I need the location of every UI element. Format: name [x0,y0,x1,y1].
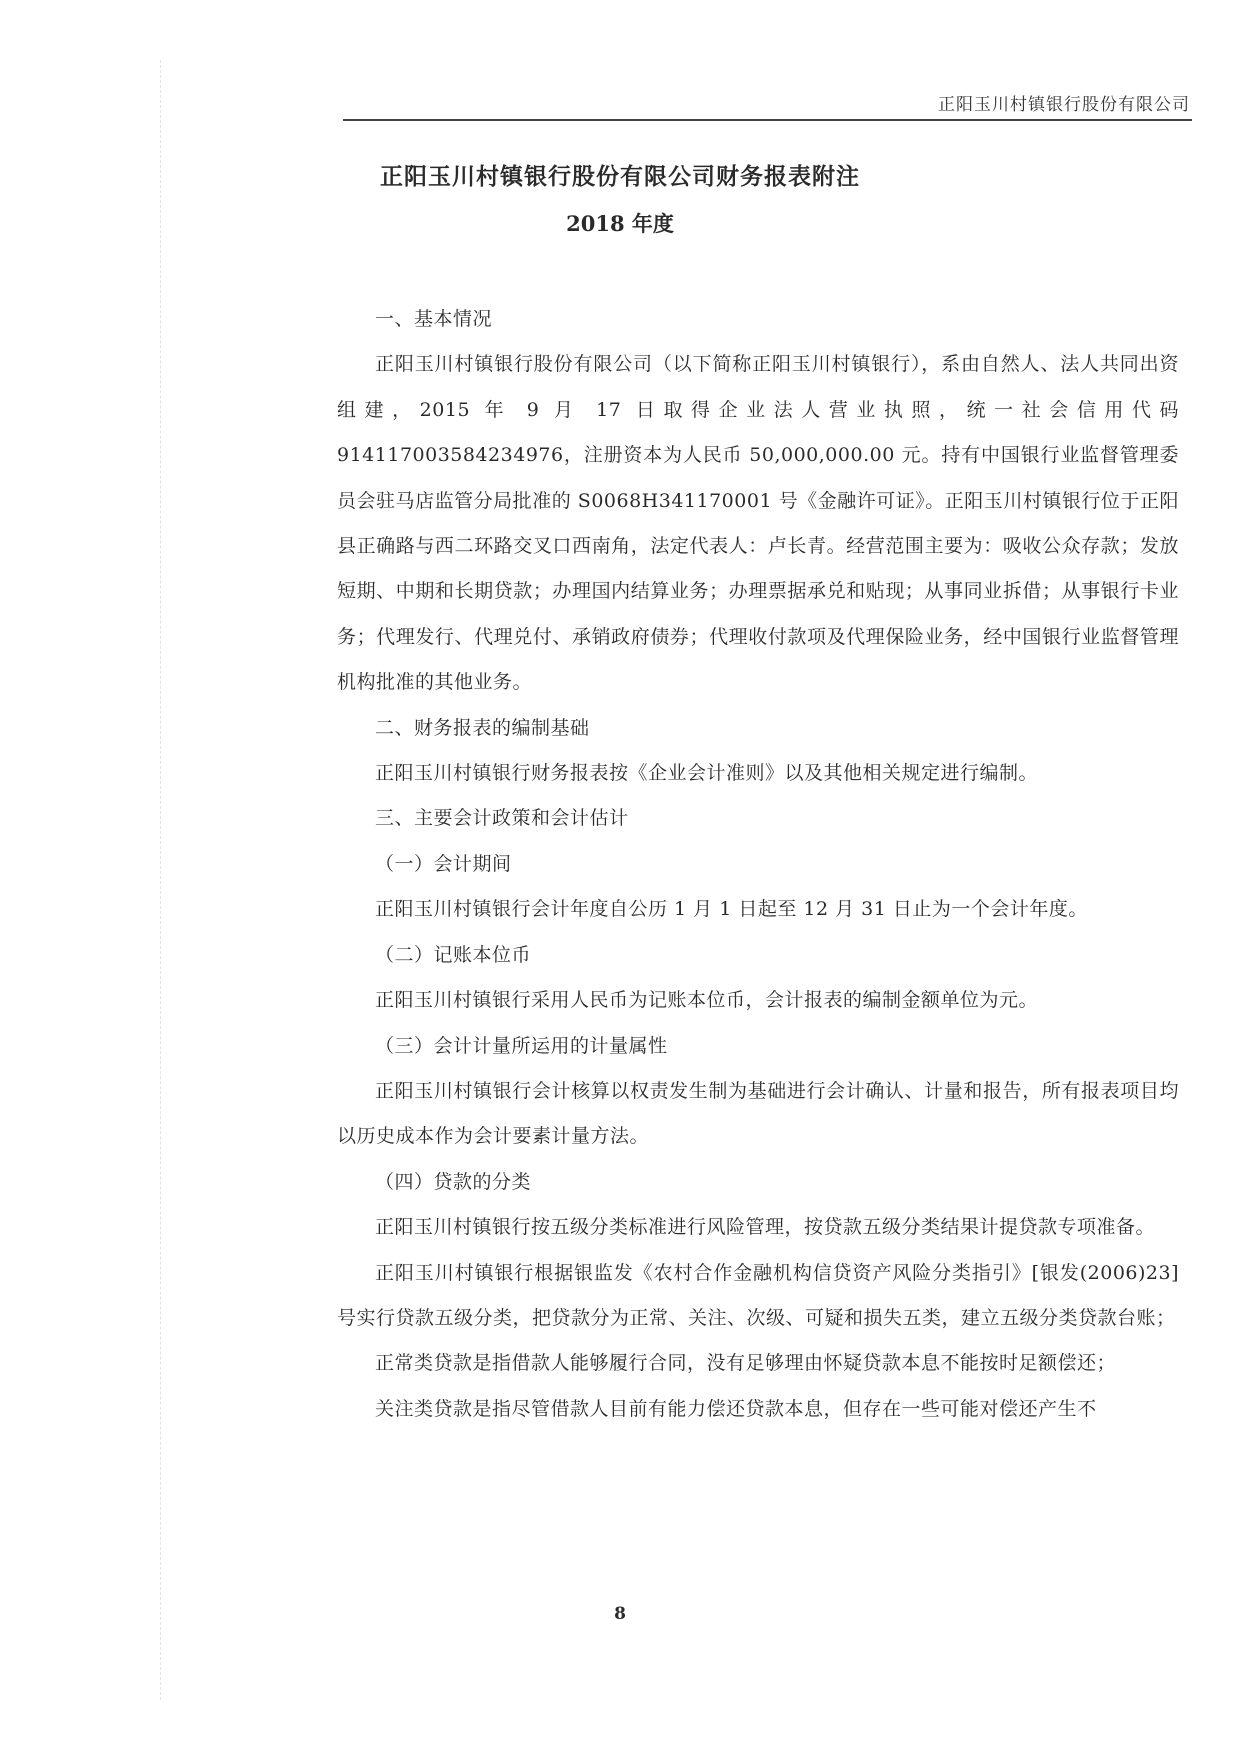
section-heading: 三、主要会计政策和会计估计 [375,807,629,830]
paragraph: 正阳玉川村镇银行根据银监发《农村合作金融机构信贷资产风险分类指引》[银发(2006)23]号实行贷款五级分类，把贷款分为正常、关注、次级、可疑和损失五类，建立五级分类贷款台账； [337,1261,1179,1329]
subsection-heading: （四）贷款的分类 [375,1170,532,1193]
document-title: 正阳玉川村镇银行股份有限公司财务报表附注 [380,163,860,190]
subsection-heading: （一）会计期间 [375,852,512,875]
paragraph: 正阳玉川村镇银行会计核算以权责发生制为基础进行会计确认、计量和报告，所有报表项目均以历史成本作为会计要素计量方法。 [337,1079,1179,1148]
page-number: 8 [614,1604,626,1624]
subsection-heading: （二）记账本位币 [375,943,532,966]
subsection-heading: （三）会计计量所运用的计量属性 [375,1034,668,1057]
section-heading: 一、基本情况 [375,308,493,330]
document-body [337,297,1179,1432]
paragraph: 关注类贷款是指尽管借款人目前有能力偿还贷款本息，但存在一些可能对偿还产生不 [375,1397,1097,1420]
paragraph: 正阳玉川村镇银行会计年度自公历 1 月 1 日起至 12 月 31 日止为一个会计年度。 [375,898,1088,921]
document-subtitle: 2018 年度 [566,211,674,236]
paragraph: 正常类贷款是指借款人能够履行合同，没有足够理由怀疑贷款本息不能按时足额偿还； [375,1352,1117,1375]
paragraph: 正阳玉川村镇银行采用人民币为记账本位币，会计报表的编制金额单位为元。 [375,989,1039,1012]
page-header-company: 正阳玉川村镇银行股份有限公司 [938,95,1190,115]
paragraph: 正阳玉川村镇银行按五级分类标准进行风险管理，按贷款五级分类结果计提贷款专项准备。 [375,1216,1156,1239]
scan-edge-mark [160,60,167,1700]
paragraph: 正阳玉川村镇银行股份有限公司（以下简称正阳玉川村镇银行），系由自然人、法人共同出资组建，2015 年 9 月 17 日取得企业法人营业执照，统一社会信用代码914117003584234976，注册资本为人民币 50,000,000.00 元。持有中国银行业监督管理委员会驻马店监管分局批准的 S0068H341170001 号《金融许可证》。正阳玉川村镇银行位于正阳县正确路与西二环路交叉口西南角，法定代表人：卢长青。经营范围主要为：吸收公众存款；发放短期、中期和长期贷款；办理国内结算业务；办理票据承兑和贴现；从事同业拆借；从事银行卡业务；代理发行、代理兑付、承销政府债券；代理收付款项及代理保险业务，经中国银行业监督管理机构批准的其他业务。 [337,353,1179,694]
header-rule [343,119,1192,121]
paragraph: 正阳玉川村镇银行财务报表按《企业会计准则》以及其他相关规定进行编制。 [375,762,1039,785]
section-heading: 二、财务报表的编制基础 [375,716,590,739]
